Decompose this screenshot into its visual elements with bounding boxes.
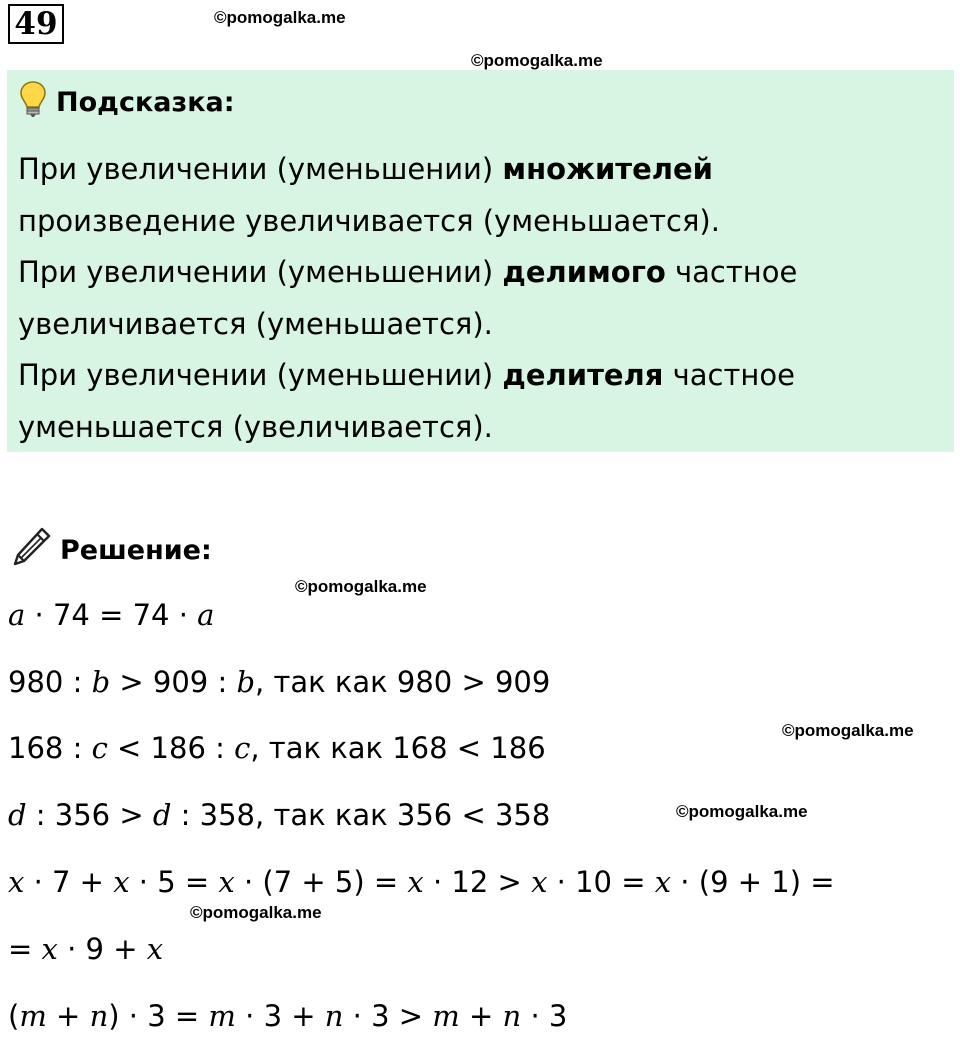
math-variable: n [89,999,109,1033]
math-variable: b [236,665,256,699]
hint-header [18,80,235,124]
math-variable: x [218,865,235,899]
math-text: ) · 3 = [108,999,209,1033]
watermark: ©pomogalka.me [782,721,914,740]
math-variable: c [91,731,108,765]
math-variable: x [654,865,672,899]
solution-line [8,997,567,1035]
solution-line [8,596,214,634]
math-text: · 10 = [547,865,655,899]
math-text: · 3 > [343,999,433,1033]
hint-line: При увеличении (уменьшении) делимого частное [18,255,798,289]
math-variable: d [8,798,27,832]
lightbulb-icon [18,80,48,125]
math-variable: x [146,932,164,966]
math-text: · 7 + [24,865,114,899]
solution-line [8,930,163,968]
math-variable: a [8,598,26,632]
math-text: · 3 [521,999,568,1033]
solution-header [10,526,212,574]
math-text: · (9 + 1) = [671,865,835,899]
math-text: · (7 + 5) = [234,865,408,899]
solution-line [8,863,835,901]
math-variable: m [432,999,460,1033]
pencil-icon [10,526,52,575]
math-variable: x [113,865,130,899]
solution-title: Решение: [60,534,212,566]
hint-line: уменьшается (увеличивается). [18,409,493,444]
math-text: , так как 168 < 186 [250,731,546,765]
math-variable: n [324,999,344,1033]
math-text: · 5 = [129,865,219,899]
hint-text [18,144,938,453]
solution-line [8,729,546,767]
math-text: : 356 > [26,798,153,832]
watermark: ©pomogalka.me [295,577,427,596]
math-text: 168 : [8,731,92,765]
solution-line [8,663,550,701]
solution-line [8,796,550,834]
math-variable: n [502,999,522,1033]
hint-title: Подсказка: [56,86,235,118]
math-text: + [459,999,503,1033]
watermark: ©pomogalka.me [214,8,346,27]
watermark: ©pomogalka.me [190,903,322,922]
math-text: + [46,999,90,1033]
hint-line: произведение увеличивается (уменьшается). [18,203,720,238]
math-variable: m [19,999,47,1033]
math-text: · 3 + [235,999,325,1033]
math-variable: x [41,932,58,966]
math-variable: b [91,665,111,699]
watermark: ©pomogalka.me [471,51,603,70]
math-text: 980 : [8,665,92,699]
hint-line: При увеличении (уменьшении) множителей [18,152,713,186]
hint-line: При увеличении (уменьшении) делителя частное [18,358,795,392]
watermark: ©pomogalka.me [676,802,808,821]
math-variable: c [234,731,251,765]
math-variable: x [407,865,424,899]
math-variable: d [152,798,172,832]
math-text: < 186 : [107,731,235,765]
math-text: : 358, так как 356 < 358 [171,798,551,832]
math-variable: m [208,999,236,1033]
math-variable: x [531,865,548,899]
math-text: ( [8,999,20,1033]
math-variable: a [197,598,215,632]
task-number: 49 [8,4,64,44]
hint-line: увеличивается (уменьшается). [18,306,493,341]
math-text: · 9 + [57,932,147,966]
math-text: = [8,932,42,966]
math-text: · 74 = 74 · [25,598,198,632]
math-variable: x [8,865,25,899]
math-text: · 12 > [423,865,532,899]
math-text: > 909 : [110,665,237,699]
math-text: , так как 980 > 909 [255,665,551,699]
